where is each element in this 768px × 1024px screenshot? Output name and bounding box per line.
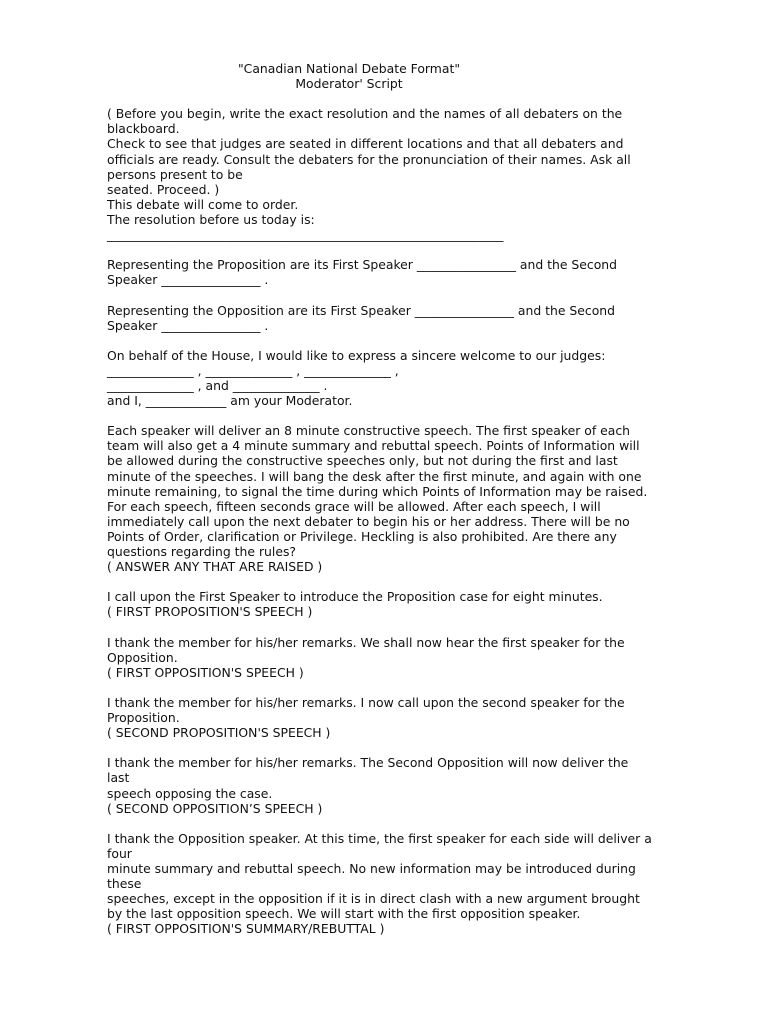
rules-paragraph: [107, 423, 667, 574]
second-proposition-paragraph: [107, 695, 667, 740]
text-line: these: [107, 876, 142, 892]
text-line: I thank the member for his/her remarks. The Second Opposition will now deliver the: [107, 755, 629, 771]
intro-paragraph: [107, 106, 667, 242]
text-line: officials are ready. Consult the debaters for the pronunciation of their names. Ask all: [107, 151, 631, 167]
text-line: ( Before you begin, write the exact resolution and the names of all debaters on the: [107, 106, 623, 122]
text-line: blackboard.: [107, 121, 180, 137]
first-opposition-paragraph: [107, 635, 667, 680]
text-line: by the last opposition speech. We will start with the first opposition speaker.: [107, 906, 581, 922]
text-line: immediately call upon the next debater to begin his or her address. There will be no: [107, 513, 630, 529]
stage-direction: ( ANSWER ANY THAT ARE RAISED ): [107, 559, 323, 575]
text-line: Each speaker will deliver an 8 minute constructive speech. The first speaker of each: [107, 423, 631, 439]
text-line: This debate will come to order.: [107, 196, 299, 212]
text-line: On behalf of the House, I would like to express a sincere welcome to our judges:: [107, 347, 606, 363]
text-line: be allowed during the constructive speeches only, but not during the first and last: [107, 453, 618, 469]
opposition-paragraph: [107, 303, 667, 333]
text-line: minute remaining, to signal the time during which Points of Information may be raised.: [107, 483, 648, 499]
text-line: four: [107, 845, 132, 861]
text-line: minute of the speeches. I will bang the desk after the first minute, and again with one: [107, 468, 642, 484]
title-line-1: "Canadian National Debate Format": [237, 61, 461, 76]
text-line: Opposition.: [107, 649, 178, 665]
stage-direction: ( FIRST PROPOSITION'S SPEECH ): [107, 604, 313, 620]
document-title: [69, 61, 629, 91]
text-line: Speaker ________________ .: [107, 317, 269, 333]
stage-direction: ( SECOND PROPOSITION'S SPEECH ): [107, 725, 331, 741]
rebuttal-paragraph: [107, 831, 667, 937]
text-line: last: [107, 770, 130, 786]
text-line: ______________ , ______________ , ______________ ,: [107, 362, 399, 378]
stage-direction: ( FIRST OPPOSITION'S SPEECH ): [107, 664, 304, 680]
text-line: I thank the member for his/her remarks. We shall now hear the first speaker for the: [107, 634, 625, 650]
stage-direction: ( FIRST OPPOSITION'S SUMMARY/REBUTTAL ): [107, 921, 385, 937]
document-body: [107, 61, 667, 936]
text-line: persons present to be: [107, 166, 243, 182]
text-line: Speaker ________________ .: [107, 272, 269, 288]
text-line: I thank the member for his/her remarks. I now call upon the second speaker for the: [107, 694, 625, 710]
text-line: ______________ , and ______________ .: [107, 377, 328, 393]
text-line: Check to see that judges are seated in different locations and that all debaters and: [107, 136, 624, 152]
first-proposition-paragraph: [107, 589, 667, 619]
text-line: team will also get a 4 minute summary and rebuttal speech. Points of Information will: [107, 438, 640, 454]
title-line-2: Moderator' Script: [295, 76, 403, 92]
text-line: speech opposing the case.: [107, 785, 273, 801]
welcome-paragraph: [107, 348, 667, 408]
text-line: Points of Order, clarification or Privilege. Heckling is also prohibited. Are there any: [107, 528, 617, 544]
text-line: I thank the Opposition speaker. At this time, the first speaker for each side will deliver a: [107, 830, 652, 846]
stage-direction: ( SECOND OPPOSITION’S SPEECH ): [107, 800, 323, 816]
text-line: Representing the Opposition are its First Speaker ________________ and the Second: [107, 302, 615, 318]
text-line: I call upon the First Speaker to introduce the Proposition case for eight minutes.: [107, 589, 603, 605]
second-opposition-paragraph: [107, 755, 667, 815]
proposition-paragraph: [107, 257, 667, 287]
text-line: and I, _____________ am your Moderator.: [107, 393, 353, 409]
resolution-blank: ________________________________________________________________: [107, 227, 504, 243]
text-line: Proposition.: [107, 710, 180, 726]
text-line: seated. Proceed. ): [107, 181, 220, 197]
text-line: speeches, except in the opposition if it is in direct clash with a new argument brought: [107, 891, 640, 907]
text-line: For each speech, fifteen seconds grace will be allowed. After each speech, I will: [107, 498, 601, 514]
text-line: The resolution before us today is:: [107, 211, 315, 227]
text-line: minute summary and rebuttal speech. No new information may be introduced during: [107, 860, 636, 876]
text-line: questions regarding the rules?: [107, 544, 296, 559]
text-line: Representing the Proposition are its First Speaker ________________ and the Second: [107, 257, 618, 273]
